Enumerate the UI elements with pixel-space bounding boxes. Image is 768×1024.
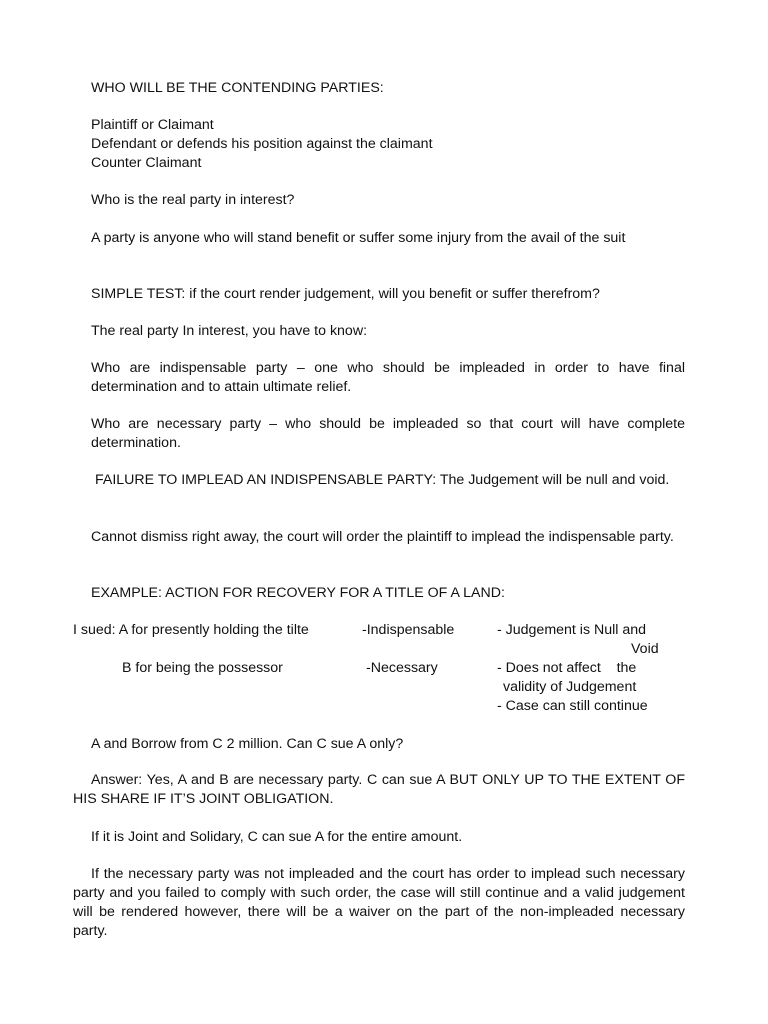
party-counter-claimant: Counter Claimant [91,155,202,171]
row-a-effect-2: Void [631,641,659,657]
row-b-effect-2: validity of Judgement [503,679,637,695]
row-b-who: B for being the possessor [122,660,283,676]
paragraph-indispensable: Who are indispensable party – one who should be impleaded in order to have final determination and to attain ultimate relief. [91,360,685,395]
row-b-effect-3: - Case can still continue [497,698,648,714]
section-heading: WHO WILL BE THE CONTENDING PARTIES: [91,80,384,96]
paragraph-not-impleaded: If the necessary party was not impleaded and the court has order to implead such necessary party and you failed to comply with such order, the case will still continue and a valid judgement will be rendered however, there will be a waiver on the part of the non-impleaded necessary party. [73,866,685,939]
paragraph-real-party-know: The real party In interest, you have to know: [91,323,368,339]
row-a-type: -Indispensable [362,622,455,638]
party-defendant: Defendant or defends his position against the claimant [91,136,433,152]
row-b-effect-1: - Does not affect the [497,660,637,676]
paragraph-party-definition: A party is anyone who will stand benefit or suffer some injury from the avail of the suit [91,230,626,246]
party-plaintiff: Plaintiff or Claimant [91,117,214,133]
paragraph-example: EXAMPLE: ACTION FOR RECOVERY FOR A TITLE OF A LAND: [91,585,505,601]
paragraph-cannot-dismiss: Cannot dismiss right away, the court will order the plaintiff to implead the indispensable party. [91,529,674,545]
paragraph-solidary: If it is Joint and Solidary, C can sue A for the entire amount. [91,829,463,845]
paragraph-failure: FAILURE TO IMPLEAD AN INDISPENSABLE PARTY: The Judgement will be null and void. [95,472,670,488]
row-a-who: I sued: A for presently holding the tilte [73,622,309,638]
paragraph-necessary: Who are necessary party – who should be impleaded so that court will have complete determination. [91,416,685,451]
paragraph-simple-test: SIMPLE TEST: if the court render judgement, will you benefit or suffer therefrom? [91,286,600,302]
paragraph-answer: Answer: Yes, A and B are necessary party. C can sue A BUT ONLY UP TO THE EXTENT OF HIS SHARE IF IT’S JOINT OBLIGATION. [73,772,685,807]
row-a-effect-1: - Judgement is Null and [497,622,647,638]
question-real-party: Who is the real party in interest? [91,192,295,208]
paragraph-borrow: A and Borrow from C 2 million. Can C sue A only? [91,736,404,752]
row-b-type: -Necessary [366,660,438,676]
